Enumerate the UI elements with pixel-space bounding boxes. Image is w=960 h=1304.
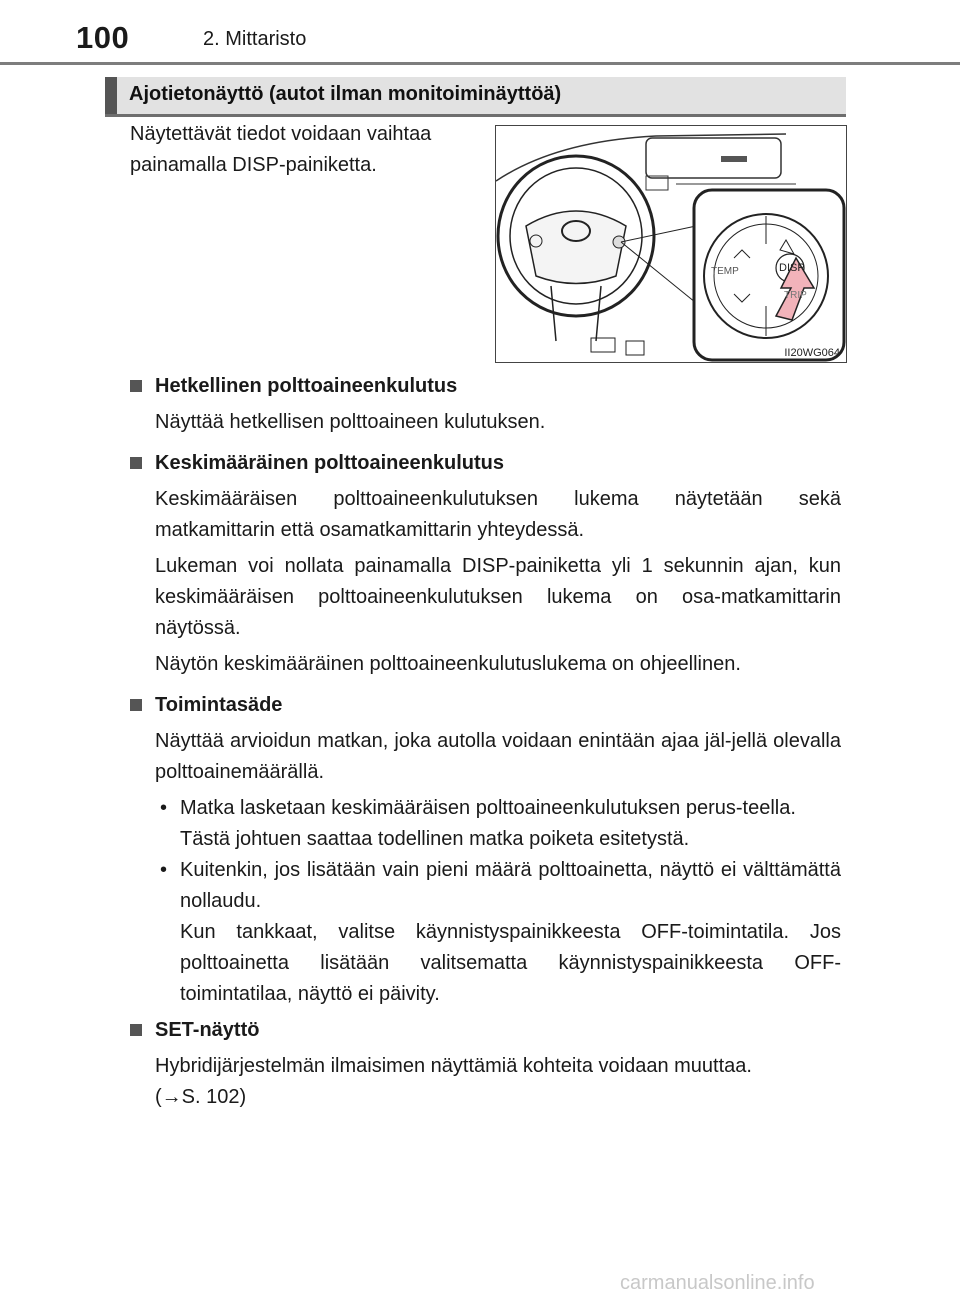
content-body	[130, 371, 841, 1118]
steering-wheel-illustration	[496, 126, 846, 362]
item-paragraph: Näyttää hetkellisen polttoaineen kulutuksen.	[155, 411, 546, 433]
trip-label: TRIP	[784, 290, 807, 301]
square-bullet-icon	[130, 1024, 142, 1036]
item-paragraph: Hybridijärjestelmän ilmaisimen näyttämiä kohteita voidaan muuttaa.	[155, 1055, 752, 1077]
figure-code: II20WG064	[784, 347, 840, 359]
header-rule	[0, 62, 960, 65]
item-heading: Keskimääräinen polttoaineenkulutus	[130, 448, 841, 479]
square-bullet-icon	[130, 380, 142, 392]
intro-text: Näytettävät tiedot voidaan vaihtaa painamalla DISP-painiketta.	[130, 123, 432, 176]
item-paragraph: Näyttää arvioidun matkan, joka autolla voidaan enintään ajaa jäl-jellä olevalla polttoainemäärällä.	[155, 730, 841, 783]
watermark: carmanualsonline.info	[620, 1272, 815, 1294]
bullet-dot-icon: •	[160, 797, 168, 819]
page-reference-link[interactable]: (→S. 102)	[155, 1086, 247, 1108]
disp-label: DISP	[779, 262, 805, 274]
square-bullet-icon	[130, 699, 142, 711]
section-accent	[105, 77, 117, 114]
square-bullet-icon	[130, 457, 142, 469]
section-title: Ajotietonäyttö (autot ilman monitoiminäyttöä)	[129, 83, 562, 105]
item-paragraph: Keskimääräisen polttoaineenkulutuksen lukema näytetään sekä matkamittarin että osamatkamittarin yhteydessä.	[155, 488, 841, 541]
page-number: 100	[76, 20, 130, 55]
temp-label: TEMP	[711, 266, 739, 277]
item-paragraph: Näytön keskimääräinen polttoaineenkulutuslukema on ohjeellinen.	[155, 653, 741, 675]
bullet-item: • Kuitenkin, jos lisätään vain pieni määrä polttoainetta, näyttö ei välttämättä nollaudu. Kun tankkaat, valitse käynnistyspainikkeesta OFF-toimintatila. Jos polttoainetta lisätään valitsematta käynnistyspainikkeesta OFF-toimintatilaa, näyttö ei päivity.	[155, 855, 841, 1010]
bullet-list	[155, 793, 841, 1010]
bullet-dot-icon: •	[160, 859, 168, 881]
item-paragraph: Lukeman voi nollata painamalla DISP-painiketta yli 1 sekunnin ajan, kun keskimääräisen polttoaineenkulutuksen lukema on osa-matkamittarin näytössä.	[155, 555, 841, 639]
bullet-item: • Matka lasketaan keskimääräisen polttoaineenkulutuksen perus-teella. Tästä johtuen saattaa todellinen matka poiketa esitetystä.	[155, 793, 841, 855]
chapter-title: 2. Mittaristo	[203, 28, 307, 50]
item-heading: SET-näyttö	[130, 1015, 841, 1046]
steering-wheel-figure	[495, 125, 847, 363]
section-title-bar	[105, 77, 846, 117]
item-heading: Hetkellinen polttoaineenkulutus	[130, 371, 841, 402]
item-heading: Toimintasäde	[130, 690, 841, 721]
